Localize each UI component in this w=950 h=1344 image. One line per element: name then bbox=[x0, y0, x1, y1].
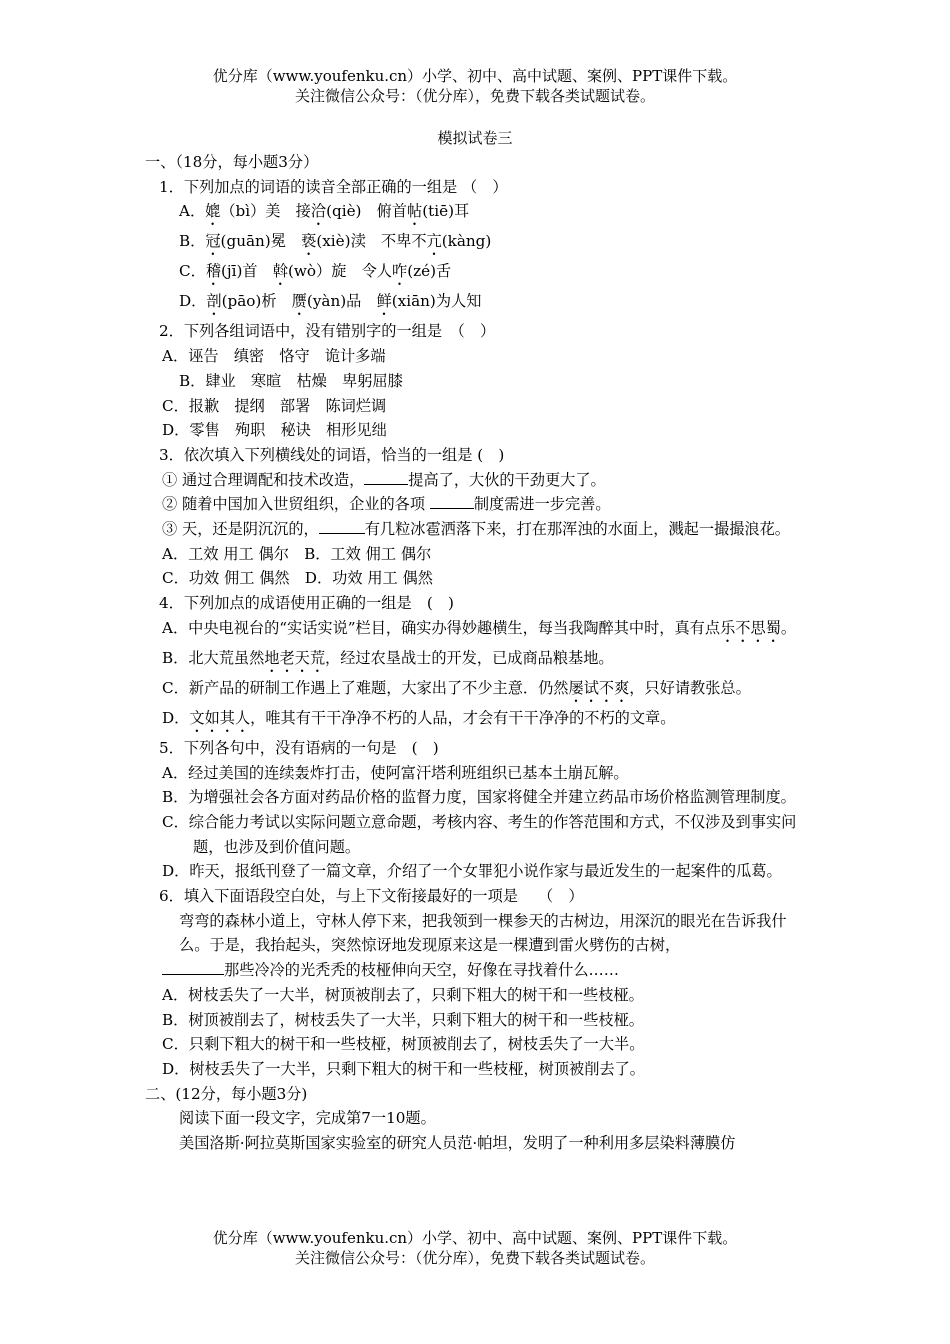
fill-blank bbox=[430, 493, 474, 509]
q3-sentence-2: ② 随着中国加入世贸组织，企业的各项 制度需进一步完善。 bbox=[162, 495, 611, 514]
q6-option-d: D．树枝丢失了一大半，只剩下粗大的树干和一些枝桠，树顶被削去了。 bbox=[162, 1059, 645, 1078]
q3-stem: 3．依次填入下列横线处的词语，恰当的一组是 ( ) bbox=[159, 445, 505, 464]
fill-blank bbox=[162, 959, 224, 975]
q2-option-a: A．诬告 缜密 恪守 诡计多端 bbox=[162, 347, 386, 366]
q5-option-a: A．经过美国的连续轰炸打击，使阿富汗塔利班组织已基本土崩瓦解。 bbox=[162, 763, 629, 782]
q6-stem: 6．填入下面语段空白处，与上下文衔接最好的一项是 （ ） bbox=[159, 887, 584, 906]
dotted-char: 媲 bbox=[205, 202, 221, 221]
dotted-idiom: 地老天荒 bbox=[264, 648, 326, 667]
q1-option-b: B．冠(guān)冕 亵(xiè)渎 不卑不亢(kàng) bbox=[179, 232, 492, 251]
dotted-char: 鲜 bbox=[376, 292, 392, 311]
dotted-idiom: 屡试不爽 bbox=[568, 678, 630, 697]
page-footer bbox=[0, 1228, 950, 1268]
q1-option-a: A．媲（bì）美 接洽(qiè) 俯首帖(tiē)耳 bbox=[179, 202, 470, 221]
footer-line-1: 优分库（www.youfenku.cn）小学、初中、高中试题、案例、PPT课件下载。 bbox=[212, 1229, 738, 1247]
reading-intro: 阅读下面一段文字，完成第7一10题。 bbox=[179, 1109, 436, 1128]
q1-stem: 1．下列加点的词语的读音全部正确的一组是 （ ） bbox=[159, 177, 508, 196]
reading-passage-line: 美国洛斯·阿拉莫斯国家实验室的研究人员范·帕坦，发明了一种利用多层染料薄膜仿 bbox=[179, 1134, 736, 1153]
q4-option-a: A．中央电视台的“实话实说”栏目，确实办得妙趣横生，每当我陶醉其中时，真有点乐不思蜀。 bbox=[162, 618, 796, 637]
q3-options-ab: A．工效 用工 偶尔 B．工效 佣工 偶尔 bbox=[162, 544, 432, 563]
q6-passage-tail: 那些冷冷的光秃秃的枝桠伸向天空，好像在寻找着什么…… bbox=[145, 958, 810, 983]
dotted-char: 赝 bbox=[291, 292, 307, 311]
section-1-heading: 一、（18分，每小题3分） bbox=[145, 153, 319, 171]
dotted-char: 斡 bbox=[272, 262, 288, 281]
header-line-1: 优分库（www.youfenku.cn）小学、初中、高中试题、案例、PPT课件下载。 bbox=[212, 67, 738, 85]
q2-option-c: C．报歉 提纲 部署 陈词烂调 bbox=[162, 396, 387, 415]
q3-sentence-1: ① 通过合理调配和技术改造， 提高了，大伙的干劲更大了。 bbox=[162, 470, 606, 489]
q2-option-d: D．零售 殉职 秘诀 相形见绌 bbox=[162, 421, 387, 440]
q4-option-b: B．北大荒虽然地老天荒，经过农垦战士的开发，已成商品粮基地。 bbox=[162, 648, 614, 667]
section-2-heading: 二、(12分，每小题3分) bbox=[145, 1084, 308, 1103]
dotted-char: 洽 bbox=[310, 202, 327, 221]
dotted-char: 亢 bbox=[426, 232, 442, 251]
dotted-char: 亵 bbox=[301, 232, 317, 251]
q5-option-b: B．为增强社会各方面对药品价格的监督力度，国家将健全并建立药品市场价格监测管理制度。 bbox=[162, 788, 796, 807]
q4-stem: 4．下列加点的成语使用正确的一组是 ( ) bbox=[159, 594, 454, 613]
header-line-2: 关注微信公众号：（优分库），免费下载各类试题试卷。 bbox=[294, 87, 655, 105]
dotted-idiom: 文如其人 bbox=[189, 708, 251, 727]
q2-stem: 2．下列各组词语中，没有错别字的一组是 （ ） bbox=[159, 322, 496, 341]
q6-option-b: B．树顶被削去了，树枝丢失了一大半，只剩下粗大的树干和一些枝桠。 bbox=[162, 1010, 644, 1029]
q6-option-c: C．只剩下粗大的树干和一些枝桠，树顶被削去了，树枝丢失了一大半。 bbox=[162, 1035, 645, 1054]
q1-option-d: D．剖(pāo)析 赝(yàn)品 鲜(xiān)为人知 bbox=[179, 292, 482, 311]
q5-stem: 5．下列各句中，没有语病的一句是 ( ) bbox=[159, 738, 439, 757]
dotted-idiom: 乐不思蜀 bbox=[720, 618, 781, 637]
q3-options-cd: C．功效 佣工 偶然 D．功效 用工 偶然 bbox=[162, 569, 433, 588]
fill-blank bbox=[364, 469, 408, 485]
dotted-char: 剖 bbox=[206, 292, 222, 311]
q4-option-d: D．文如其人，唯其有干干净净不朽的人品，才会有干干净净的不朽的文章。 bbox=[162, 708, 676, 727]
q1-option-c: C．稽(jī)首 斡(wò）旋 令人咋(zé)舌 bbox=[179, 262, 452, 281]
fill-blank bbox=[319, 518, 365, 534]
exam-title: 模拟试卷三 bbox=[437, 129, 513, 147]
q6-passage: 弯弯的森林小道上，守林人停下来，把我领到一棵参天的古树边，用深沉的眼光在告诉我什么。于是，我抬起头，突然惊讶地发现原来这是一棵遭到雷火劈伤的古树， bbox=[179, 911, 787, 955]
q4-option-c: C．新产品的研制工作遇上了难题，大家出了不少主意．仍然屡试不爽，只好请教张总。 bbox=[162, 678, 751, 697]
q5-option-d: D．昨天，报纸刊登了一篇文章，介绍了一个女罪犯小说作家与最近发生的一起案件的瓜葛。 bbox=[162, 862, 782, 881]
page-header bbox=[0, 66, 950, 106]
dotted-char: 帖 bbox=[407, 202, 423, 221]
dotted-char: 稽 bbox=[205, 262, 221, 281]
q2-option-b: B．肆业 寒暄 枯燥 卑躬屈膝 bbox=[179, 371, 403, 390]
footer-line-2: 关注微信公众号：（优分库），免费下载各类试题试卷。 bbox=[294, 1249, 655, 1267]
dotted-char: 冠 bbox=[205, 232, 221, 251]
exam-body bbox=[145, 150, 810, 1156]
q6-option-a: A．树枝丢失了一大半，树顶被削去了，只剩下粗大的树干和一些枝桠。 bbox=[162, 985, 644, 1004]
q3-sentence-3: ③ 天，还是阴沉沉的， 有几粒冰雹洒落下来，打在那浑浊的水面上，溅起一撮撮浪花。 bbox=[162, 520, 790, 539]
q5-option-c: C．综合能力考试以实际问题立意命题，考核内容、考生的作答范围和方式，不仅涉及到事实问题，也涉及到价值问题。 bbox=[162, 812, 797, 856]
dotted-char: 咋 bbox=[392, 262, 408, 281]
